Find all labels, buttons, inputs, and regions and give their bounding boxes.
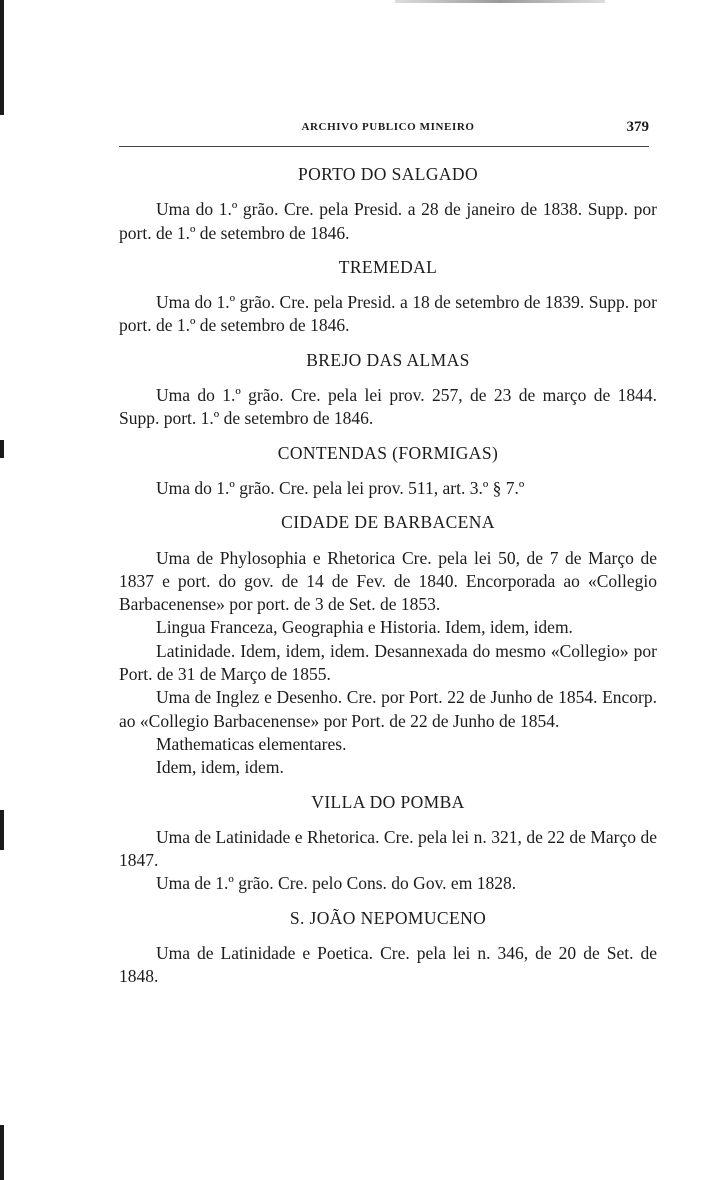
section-heading-porto-do-salgado: PORTO DO SALGADO xyxy=(297,164,479,184)
paragraph: Latinidade. Idem, idem, idem. Desannexada do mesmo «Collegio» por Port. de 31 de Março de 1855. xyxy=(119,640,657,685)
page-body xyxy=(119,163,657,989)
page-number: 379 xyxy=(626,119,649,135)
section-heading-villa-do-pomba: VILLA DO POMBA xyxy=(311,791,465,812)
paragraph: Lingua Franceza, Geographia e Historia. Idem, idem, idem. xyxy=(156,617,573,638)
paragraph: Uma do 1.º grão. Cre. pela Presid. a 18 de setembro de 1839. Supp. por port. de 1.º de setembro de 1846. xyxy=(119,292,657,336)
section-heading-tremedal: TREMEDAL xyxy=(338,256,438,277)
running-head: ARCHIVO PUBLICO MINEIRO xyxy=(301,121,475,133)
section-heading-contendas: CONTENDAS (FORMIGAS) xyxy=(277,442,499,463)
paragraph: Uma de Phylosophia e Rhetorica Cre. pela lei 50, de 7 de Março de 1837 e port. do gov. de 14 de Fev. de 1840. Encorporada ao «Collegio Barbacenense» por port. de 3 de Set. de 1853. xyxy=(119,547,657,615)
scan-top-mark xyxy=(395,0,605,3)
page-header xyxy=(119,119,657,139)
paragraph: Uma do 1.º grão. Cre. pela Presid. a 28 de janeiro de 1838. Supp. por port. de 1.º de setembro de 1846. xyxy=(119,199,657,243)
section-heading-cidade-de-barbacena: CIDADE DE BARBACENA xyxy=(281,512,495,533)
header-rule xyxy=(119,146,649,147)
paragraph: Uma do 1.º grão. Cre. pela lei prov. 511, art. 3.º § 7.º xyxy=(156,477,525,498)
paragraph: Uma de 1.º grão. Cre. pelo Cons. do Gov. em 1828. xyxy=(156,873,517,894)
paragraph: Uma de Inglez e Desenho. Cre. por Port. 22 de Junho de 1854. Encorp. ao «Collegio Barbacenense» por Port. de 22 de Junho de 1854. xyxy=(119,687,657,731)
list-line: Idem, idem, idem. xyxy=(156,757,284,778)
paragraph: Uma de Latinidade e Rhetorica. Cre. pela lei n. 321, de 22 de Março de 1847. xyxy=(119,826,657,871)
section-heading-brejo-das-almas: BREJO DAS ALMAS xyxy=(306,349,470,370)
section-heading-s-joao-nepomuceno: S. JOÃO NEPOMUCENO xyxy=(289,907,487,928)
scan-left-edge xyxy=(0,0,4,1180)
paragraph: Uma de Latinidade e Poetica. Cre. pela lei n. 346, de 20 de Set. de 1848. xyxy=(119,943,657,987)
list-line: Mathematicas elementares. xyxy=(156,733,347,754)
paragraph: Uma do 1.º grão. Cre. pela lei prov. 257, de 23 de março de 1844. Supp. port. 1.º de setembro de 1846. xyxy=(119,385,657,429)
